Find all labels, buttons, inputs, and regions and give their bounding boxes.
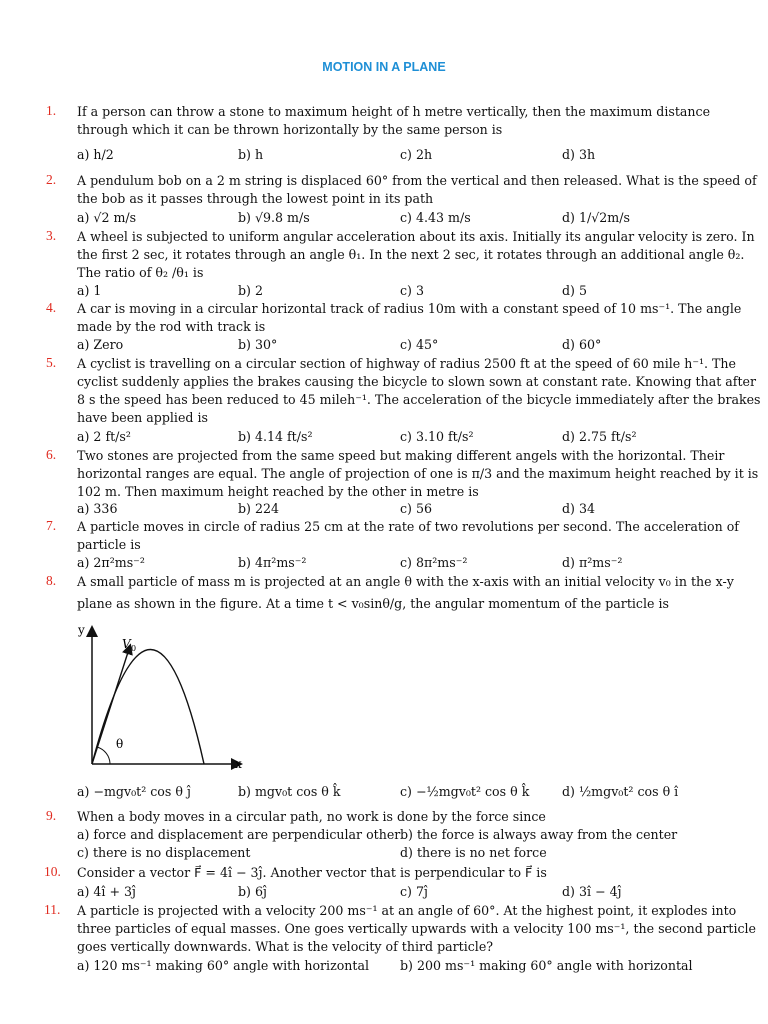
question-text: particle is (77, 537, 141, 552)
question-number: 8. (46, 573, 57, 588)
option-b[interactable]: b) h (238, 147, 264, 162)
question-text: 102 m. Then maximum height reached by the other in metre is (77, 484, 479, 499)
question-number: 7. (46, 518, 57, 533)
trajectory-curve (92, 650, 204, 765)
question-text: Two stones are projected from the same speed but making different angels with the horizontal. Their (77, 448, 725, 463)
question-number: 3. (46, 228, 57, 243)
velocity-vector (92, 646, 130, 764)
option-d[interactable]: d) there is no net force (400, 845, 547, 860)
question-text: A particle moves in circle of radius 25 cm at the rate of two revolutions per second. The acceleration of (77, 519, 739, 534)
question-number: 5. (46, 355, 57, 370)
option-a[interactable]: a) −mgv₀t² cos θ ĵ (77, 784, 191, 799)
option-b[interactable]: b) 2 (238, 283, 263, 298)
question-text: A wheel is subjected to uniform angular acceleration about its axis. Initially its angular velocity is zero. In (77, 229, 755, 244)
question-text: through which it can be thrown horizontally by the same person is (77, 122, 503, 137)
option-a[interactable]: a) 336 (77, 501, 118, 516)
option-c[interactable]: c) 3 (400, 283, 424, 298)
option-d[interactable]: d) 1/√2m/s (562, 210, 630, 225)
angle-arc (97, 747, 110, 764)
option-c[interactable]: c) 45° (400, 337, 439, 352)
option-c[interactable]: c) 3.10 ft/s² (400, 429, 474, 444)
question-number: 1. (46, 103, 57, 118)
question-text: goes vertically downwards. What is the velocity of third particle? (77, 939, 494, 954)
option-a[interactable]: a) 1 (77, 283, 102, 298)
option-c[interactable]: c) 7ĵ (400, 884, 428, 899)
question-text: horizontal ranges are equal. The angle of projection of one is π/3 and the maximum height reached by it is (77, 466, 759, 481)
option-b[interactable]: b) 4π²ms⁻² (238, 555, 307, 570)
option-a[interactable]: a) h/2 (77, 147, 114, 162)
option-d[interactable]: d) ½mgv₀t² cos θ î (562, 784, 679, 799)
question-text: Consider a vector F⃗ = 4î − 3ĵ. Another vector that is perpendicular to F⃗ is (77, 865, 547, 880)
option-c[interactable]: c) 2h (400, 147, 433, 162)
option-b[interactable]: b) mgv₀t cos θ k̂ (238, 784, 341, 799)
page-title: MOTION IN A PLANE (322, 60, 446, 74)
question-number: 4. (46, 300, 57, 315)
option-a[interactable]: a) 120 ms⁻¹ making 60° angle with horizontal (77, 958, 369, 973)
question-number: 9. (46, 808, 57, 823)
option-b[interactable]: b) 224 (238, 501, 280, 516)
option-b[interactable]: b) the force is always away from the center (400, 827, 678, 842)
option-b[interactable]: b) 30° (238, 337, 278, 352)
question-number: 6. (46, 447, 57, 462)
question-text: The ratio of θ₂ /θ₁ is (77, 265, 204, 280)
option-b[interactable]: b) 200 ms⁻¹ making 60° angle with horizontal (400, 958, 693, 973)
option-c[interactable]: c) 8π²ms⁻² (400, 555, 468, 570)
option-d[interactable]: d) 3î − 4ĵ (562, 884, 622, 899)
theta-label: θ (116, 737, 124, 751)
question-text: plane as shown in the figure. At a time t < v₀sinθ/g, the angular momentum of the particle is (77, 596, 669, 611)
option-d[interactable]: d) 5 (562, 283, 587, 298)
question-text: A pendulum bob on a 2 m string is displaced 60° from the vertical and then released. What is the speed of (77, 173, 757, 188)
question-number: 11. (44, 902, 61, 917)
question-text: When a body moves in a circular path, no work is done by the force since (77, 809, 546, 824)
option-a[interactable]: a) 4î + 3ĵ (77, 884, 136, 899)
option-a[interactable]: a) 2 ft/s² (77, 429, 131, 444)
option-c[interactable]: c) 56 (400, 501, 432, 516)
option-a[interactable]: a) Zero (77, 337, 124, 352)
velocity-subscript: 0 (131, 644, 137, 653)
question-text: made by the rod with track is (77, 319, 266, 334)
question-number: 2. (46, 172, 57, 187)
option-c[interactable]: c) −½mgv₀t² cos θ k̂ (400, 784, 530, 799)
option-d[interactable]: d) π²ms⁻² (562, 555, 623, 570)
option-d[interactable]: d) 34 (562, 501, 596, 516)
question-text: have been applied is (77, 410, 208, 425)
question-text: A cyclist is travelling on a circular section of highway of radius 2500 ft at the speed of 60 mile h⁻¹. The (77, 356, 736, 371)
projectile-figure (70, 620, 260, 780)
question-text: three particles of equal masses. One goes vertically upwards with a velocity 100 ms⁻¹, the second particle (77, 921, 757, 936)
question-text: If a person can throw a stone to maximum height of h metre vertically, then the maximum distance (77, 104, 711, 119)
y-axis-label: y (78, 623, 85, 637)
question-text: A car is moving in a circular horizontal track of radius 10m with a constant speed of 10 ms⁻¹. The angle (77, 301, 742, 316)
question-number: 10. (44, 864, 61, 879)
question-text: A small particle of mass m is projected at an angle θ with the x-axis with an initial velocity v₀ in the x-y (77, 574, 734, 589)
option-c[interactable]: c) there is no displacement (77, 845, 251, 860)
option-a[interactable]: a) force and displacement are perpendicular other (77, 827, 401, 842)
question-text: cyclist suddenly applies the brakes causing the bicycle to slown sown at constant rate. Knowing that after (77, 374, 757, 389)
question-text: the bob as it passes through the lowest point in its path (77, 191, 434, 206)
option-a[interactable]: a) √2 m/s (77, 210, 137, 225)
option-b[interactable]: b) 6ĵ (238, 884, 267, 899)
velocity-label: V (122, 637, 131, 651)
x-axis-label: x (235, 757, 242, 771)
option-d[interactable]: d) 60° (562, 337, 602, 352)
option-b[interactable]: b) √9.8 m/s (238, 210, 310, 225)
option-d[interactable]: d) 3h (562, 147, 596, 162)
option-c[interactable]: c) 4.43 m/s (400, 210, 471, 225)
option-d[interactable]: d) 2.75 ft/s² (562, 429, 637, 444)
question-text: A particle is projected with a velocity 200 ms⁻¹ at an angle of 60°. At the highest point, it explodes into (77, 903, 737, 918)
option-b[interactable]: b) 4.14 ft/s² (238, 429, 313, 444)
option-a[interactable]: a) 2π²ms⁻² (77, 555, 145, 570)
question-text: the first 2 sec, it rotates through an angle θ₁. In the next 2 sec, it rotates through an additional angle θ₂. (77, 247, 745, 262)
question-text: 8 s the speed has been reduced to 45 mileh⁻¹. The acceleration of the bicycle immediately after the brakes (77, 392, 761, 407)
